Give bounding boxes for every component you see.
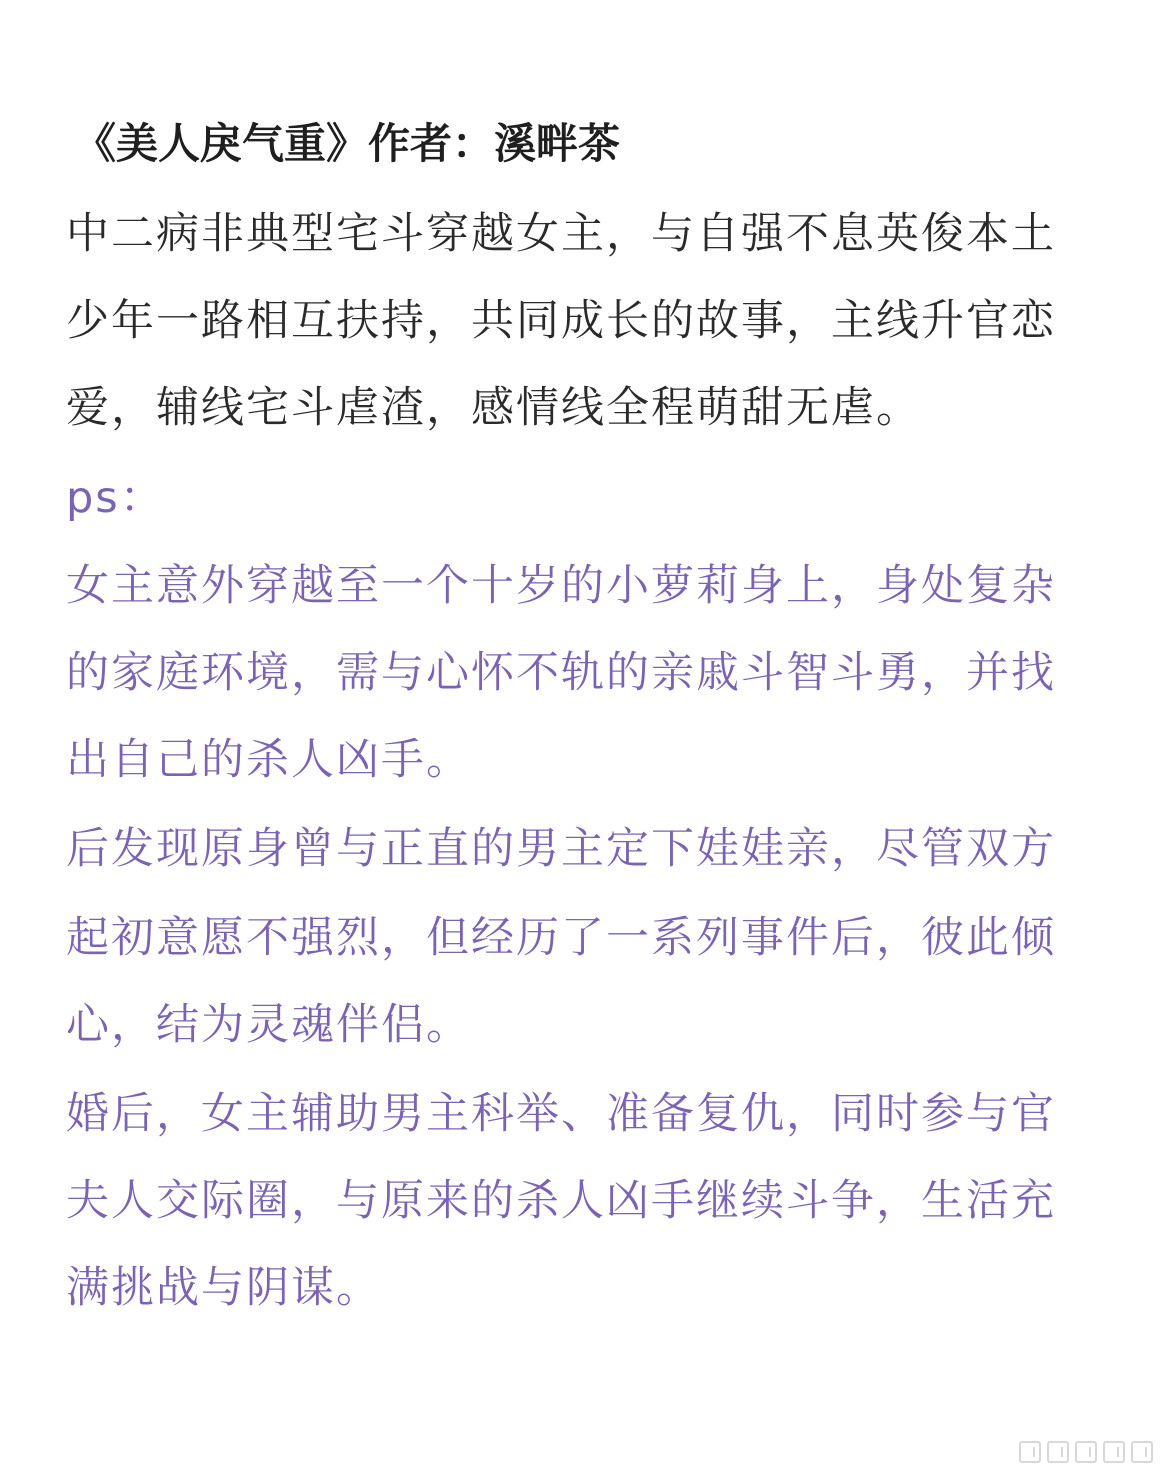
watermark-box-icon (1075, 1441, 1097, 1463)
ps-line: 的家庭环境，需与心怀不轨的亲戚斗智斗勇，并找 (66, 648, 1056, 698)
ps-line: 出自己的杀人凶手。 (66, 735, 471, 785)
summary-line: 爱，辅线宅斗虐渣，感情线全程萌甜无虐。 (66, 383, 921, 433)
watermark-box-icon (1131, 1441, 1153, 1463)
ps-label: ps： (66, 473, 165, 523)
ps-line: 满挑战与阴谋。 (66, 1263, 381, 1313)
ps-line: 夫人交际圈，与原来的杀人凶手继续斗争，生活充 (66, 1176, 1056, 1226)
watermark-box-icon (1047, 1441, 1069, 1463)
summary-line: 中二病非典型宅斗穿越女主，与自强不息英俊本土 (66, 209, 1056, 259)
watermark-box-icon (1103, 1441, 1125, 1463)
ps-line: 心，结为灵魂伴侣。 (66, 1000, 471, 1050)
ps-line: 后发现原身曾与正直的男主定下娃娃亲，尽管双方 (66, 824, 1056, 874)
ps-line: 女主意外穿越至一个十岁的小萝莉身上，身处复杂 (66, 561, 1056, 611)
book-title: 《美人戾气重》作者：溪畔茶 (74, 119, 621, 168)
ps-line: 起初意愿不强烈，但经历了一系列事件后，彼此倾 (66, 913, 1056, 963)
ps-line: 婚后，女主辅助男主科举、准备复仇，同时参与官 (66, 1089, 1056, 1139)
watermark-box-icon (1019, 1441, 1041, 1463)
watermark-logo-icon (1019, 1441, 1153, 1463)
summary-line: 少年一路相互扶持，共同成长的故事，主线升官恋 (66, 296, 1056, 346)
